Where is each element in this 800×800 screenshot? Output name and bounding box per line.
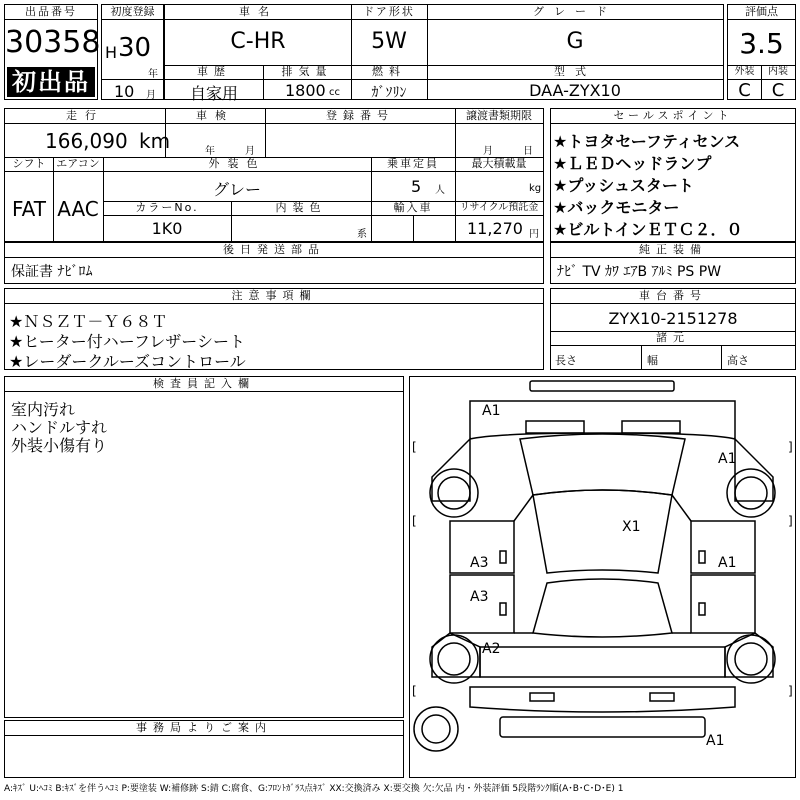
transfer-month-unit: 月	[483, 146, 493, 157]
chassis-box	[550, 288, 796, 370]
legend: A:ｷｽﾞ U:ﾍｺﾐ B:ｷｽﾞを伴うﾍｺﾐ P:要塗装 W:補修跡 S:錆 C:腐食、G:ﾌﾛﾝﾄｶﾞﾗｽ点ｷｽﾞ XX:交換済み X:要交換 欠:欠品 内・外装評価 5段階ﾗﾝｸ順(A･B･C･D･E) 1	[4, 784, 624, 794]
bracket-close-front: ]	[788, 440, 793, 454]
equipment-box	[550, 242, 796, 284]
aircon-label: エアコン	[53, 157, 103, 172]
recycle-label: リサイクル預託金	[455, 201, 543, 216]
lot-box	[4, 4, 101, 100]
spec-length-label: 長さ	[555, 354, 577, 367]
office-label: 事務局よりご案内	[5, 721, 403, 736]
specs-label: 諸元	[551, 331, 795, 346]
mileage-unit: km	[139, 129, 171, 153]
bracket-open-rear: [	[412, 684, 417, 698]
model-label: 型式	[427, 65, 723, 80]
damage-code-left-front-door: A3	[470, 555, 489, 571]
shipping-box	[4, 242, 544, 284]
damage-code-front-right: A1	[718, 451, 737, 467]
notes-label: 注意事項欄	[5, 289, 543, 304]
first-listing-badge: 初出品	[7, 67, 95, 97]
transfer-label: 譲渡書類期限	[455, 109, 543, 124]
lot-number: 30358	[5, 25, 101, 60]
damage-code-roof: X1	[622, 519, 641, 535]
note-item: ★ヒーター付ハーフレザーシート	[9, 332, 245, 351]
fuel-label: 燃料	[351, 65, 427, 80]
car-diagram-svg	[410, 377, 795, 777]
score-value: 3.5	[739, 27, 784, 60]
shift-label: シフト	[5, 157, 53, 172]
office-box	[4, 720, 404, 778]
year-value: 30	[118, 33, 152, 63]
car-name-value: C-HR	[230, 29, 286, 54]
grade-label: グレード	[427, 5, 723, 20]
sales-point-item: ★プッシュスタート	[553, 176, 694, 195]
mileage-label: 走行	[5, 109, 165, 124]
displacement-unit: cc	[329, 87, 340, 98]
chassis-label: 車台番号	[551, 289, 795, 304]
grade-value: G	[566, 29, 584, 54]
capacity-value: 5	[411, 177, 422, 196]
bracket-open-mid: [	[412, 514, 417, 528]
equipment-value: ﾅﾋﾞ TV ｶﾜ ｴｱB ｱﾙﾐ PS PW	[557, 264, 722, 280]
interior-grade-label: 内装	[761, 65, 795, 80]
damage-code-left-rear-fender: A2	[482, 641, 501, 657]
damage-code-right-front-door: A1	[718, 555, 737, 571]
first-reg-label: 初度登録	[102, 5, 163, 20]
import-label: 輸入車	[371, 201, 455, 216]
fuel-value: ｶﾞｿﾘﾝ	[371, 85, 407, 101]
door-label: ドア形状	[351, 5, 427, 20]
inspector-label: 検査員記入欄	[5, 377, 403, 392]
chassis-value: ZYX10-2151278	[608, 309, 738, 328]
shift-value: FAT	[11, 197, 46, 221]
bracket-close-rear: ]	[788, 684, 793, 698]
damage-code-rear-right: A1	[706, 733, 725, 749]
color-no-value: 1K0	[151, 219, 183, 238]
exterior-grade-value: C	[738, 80, 751, 101]
door-value: 5W	[371, 29, 407, 54]
interior-color-unit: 系	[357, 229, 367, 240]
capacity-label: 乗車定員	[371, 157, 455, 172]
sales-point-item: ★ビルトインＥＴＣ２．０	[553, 220, 743, 239]
transfer-day-unit: 日	[523, 146, 533, 157]
displacement-label: 排気量	[263, 65, 351, 80]
exterior-color-value: グレー	[212, 180, 261, 199]
history-value: 自家用	[189, 84, 238, 103]
model-value: DAA-ZYX10	[529, 81, 621, 100]
mileage-value: 166,090	[45, 129, 128, 153]
inspector-item: ハンドルすれ	[11, 418, 108, 437]
capacity-unit: 人	[435, 185, 445, 196]
month-unit: 月	[146, 90, 156, 101]
interior-color-label: 内装色	[231, 201, 371, 216]
load-label: 最大積載量	[455, 157, 543, 172]
exterior-color-label: 外装色	[103, 157, 371, 172]
aircon-value: AAC	[57, 197, 99, 221]
load-unit: kg	[529, 183, 542, 194]
inspector-item: 外装小傷有り	[11, 436, 108, 455]
damage-code-left-rear-door: A3	[470, 589, 489, 605]
note-item: ★ＮＳＺＴ－Ｙ６８Ｔ	[9, 312, 168, 331]
note-item: ★レーダークルーズコントロール	[9, 352, 246, 371]
bracket-close-mid: ]	[788, 514, 793, 528]
sales-point-item: ★ＬＥＤヘッドランプ	[553, 154, 712, 173]
inspector-item: 室内汚れ	[11, 400, 76, 419]
month-value: 10	[114, 82, 135, 101]
inspector-box	[4, 376, 404, 718]
recycle-unit: 円	[529, 229, 539, 240]
sales-point-item: ★トヨタセーフティセンス	[553, 132, 741, 151]
score-label: 評価点	[728, 5, 795, 20]
car-name-label: 車名	[165, 5, 351, 20]
sales-points-label: セールスポイント	[551, 109, 795, 124]
color-no-label: カラーNo.	[103, 201, 231, 216]
notes-box	[4, 288, 544, 370]
spec-width-label: 幅	[647, 354, 658, 367]
shipping-label: 後日発送部品	[5, 243, 543, 258]
sales-points-box	[550, 108, 796, 242]
first-registration-box	[101, 4, 164, 100]
damage-code-front-left: A1	[482, 403, 501, 419]
inspection-month-unit: 月	[245, 146, 255, 157]
registration-label: 登録番号	[265, 109, 455, 124]
exterior-grade-label: 外装	[728, 65, 761, 80]
displacement-value: 1800	[285, 81, 326, 100]
details-box	[4, 108, 544, 242]
inspection-year-unit: 年	[205, 146, 215, 157]
sales-point-item: ★バックモニター	[553, 198, 680, 217]
history-label: 車歴	[165, 65, 263, 80]
interior-grade-value: C	[771, 80, 785, 101]
vehicle-info-box	[164, 4, 724, 103]
shipping-value: 保証書 ﾅﾋﾞﾛﾑ	[11, 264, 93, 280]
lot-label: 出品番号	[5, 5, 97, 20]
era-value: H	[105, 43, 118, 62]
spec-height-label: 高さ	[727, 354, 749, 367]
equipment-label: 純正装備	[551, 243, 795, 258]
inspection-label: 車検	[165, 109, 265, 124]
year-unit: 年	[148, 69, 158, 80]
bracket-open-front: [	[412, 440, 417, 454]
recycle-value: 11,270	[467, 219, 523, 238]
car-diagram	[409, 376, 796, 778]
score-box	[727, 4, 796, 100]
